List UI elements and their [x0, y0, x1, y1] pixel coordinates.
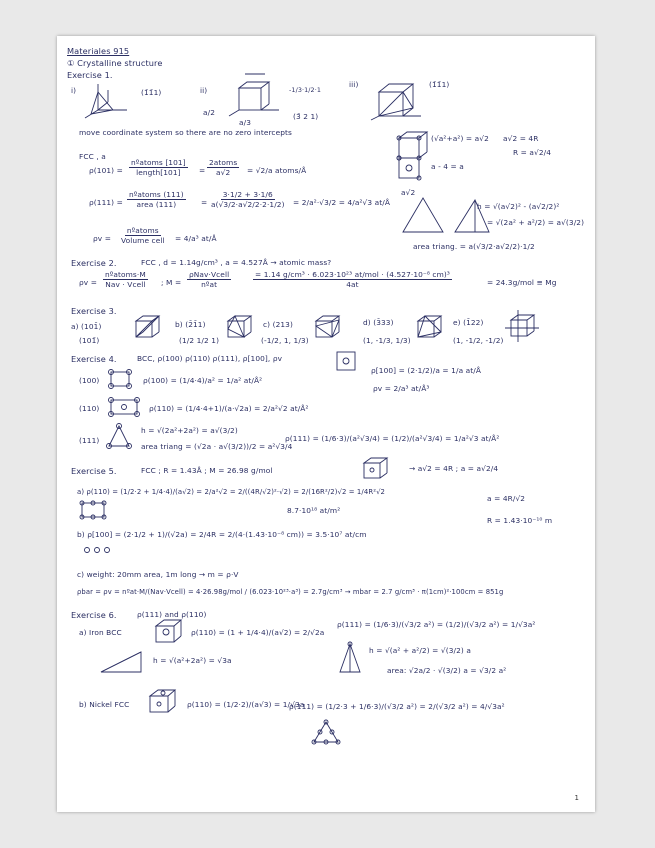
ex3-cube-a	[133, 314, 161, 340]
ex4-plane-111	[105, 422, 133, 450]
ex1-note: move coordinate system so there are no zero intercepts	[79, 128, 292, 137]
ex5-plane-110	[79, 500, 109, 522]
ex4-p111-label: (111)	[79, 436, 100, 445]
ex1-rhov-result: = 4/a³ at/Å	[175, 234, 217, 243]
ex1-rho101-d2: a√2	[216, 168, 231, 177]
exercise-5-heading: Exercise 5.	[71, 466, 117, 476]
ex4-p111-area: area triang = (√2a · a√(3/2))/2 = a²√3/4	[141, 442, 293, 451]
ex6-bcc-sketch	[153, 618, 183, 644]
ex3-a-label: a) (101̄)	[71, 322, 102, 331]
ex3-b-sub: (1/2 1/2 1)	[179, 336, 220, 345]
ex3-cube-c	[313, 314, 341, 340]
ex1-rho101-lhs: ρ(101) =	[89, 166, 123, 175]
exercise-2-heading: Exercise 2.	[71, 258, 117, 268]
ex6-part-a-label: a) Iron BCC	[79, 628, 122, 637]
ex1-eq-sign-1: =	[199, 166, 206, 175]
page-title: Materiales 915	[67, 46, 130, 56]
ex1-rhov-lhs: ρv =	[93, 234, 112, 243]
ex2-M-lhs: ; M =	[161, 278, 182, 287]
cube-sketch-ii	[227, 72, 283, 120]
fcc-face-sketch	[397, 156, 429, 182]
ex1-rho111-mid-den: a(√3/2·a√2/2·2·1/2)	[211, 200, 285, 209]
ex2-rho-num: nºatoms·M	[105, 270, 146, 279]
ex6-part-b-label: b) Nickel FCC	[79, 700, 130, 709]
ex3-d-label: d) (3̄33)	[363, 318, 394, 327]
section-heading: ① Crystalline structure	[67, 58, 163, 68]
ex1-rho111-den: area (111)	[136, 200, 177, 209]
ex1-label-a2: a/2	[203, 108, 216, 117]
ex1-side-eq4: a - 4 = a	[431, 162, 464, 171]
ex1-rho101-num: nºatoms [101]	[131, 158, 186, 167]
ex6-a-h: h = √(a²+2a²) = √3a	[153, 656, 232, 665]
ex6-fcc-sketch	[147, 688, 177, 714]
ex6-a-h2: h = √(a² + a²/2) = √(3/2) a	[369, 646, 471, 655]
ex1-side-eq1: (√a²+a²) = a√2	[431, 134, 489, 143]
ex2-rho-lhs: ρv =	[79, 278, 98, 287]
ex3-a-sub: (101̄)	[79, 336, 100, 345]
ex4-p111-eq: ρ(111) = (1/6·3)/(a²√3/4) = (1/2)/(a²√3/4) = 1/a²√3 at/Å²	[285, 434, 500, 443]
notebook-page	[57, 36, 595, 812]
ex2-M-den2: 4at	[346, 280, 359, 289]
ex5-given: FCC ; R = 1.43Å ; M = 26.98 g/mol	[141, 466, 273, 475]
ex2-rho-den: Nav · Vcell	[105, 280, 146, 289]
ex2-M-num: ρNav·Vcell	[189, 270, 230, 279]
ex1-rho111-lhs: ρ(111) =	[89, 198, 123, 207]
ex3-d-sub: (1, -1/3, 1/3)	[363, 336, 411, 345]
ex1-rho101-frac	[129, 158, 188, 177]
ex2-M-calc: = 1.14 g/cm³ · 6.023·10²³ at/mol · (4.527·10⁻⁸ cm)³	[255, 270, 450, 279]
ex2-given: FCC , d = 1.14g/cm³ , a = 4.527Å → atomic mass?	[141, 258, 332, 267]
ex1-rho111-mid: 3·1/2 + 3·1/6	[222, 190, 273, 199]
ex2-M-den: nºat	[201, 280, 218, 289]
ex2-rho-frac	[103, 270, 148, 289]
ex3-cube-e	[505, 310, 539, 342]
ex6-bcc-triangle	[337, 640, 363, 676]
ex5-fcc-sketch	[361, 456, 389, 480]
ex6-b-110: ρ(110) = (1/2·2)/(a√3) = 1/√3a	[187, 700, 305, 709]
ex2-M-frac	[187, 270, 231, 289]
ex4-p110-eq: ρ(110) = (1/4·4+1)/(a·√2a) = 2/a²√2 at/Å²	[149, 404, 309, 413]
ex1-rho101-result: = √2/a atoms/Å	[247, 166, 307, 175]
ex4-given: BCC, ρ(100) ρ(110) ρ(111), ρ[100], ρv	[137, 354, 283, 363]
ex5-part-a-result: 8.7·10¹⁸ at/m²	[287, 506, 341, 515]
ex1-part-ii: ii)	[200, 86, 208, 95]
ex4-p111-h: h = √(2a²+2a²) = a√(3/2)	[141, 426, 238, 435]
ex5-part-c-rho: ρbar = ρv = nºat·M/(Nav·Vcell) = 4·26.98g/mol / (6.023·10²³·a³) = 2.7g/cm³ → mbar = 2.7 g/cm³ · π(1cm)²·100cm = 851g	[77, 588, 504, 596]
ex4-p100-label: (100)	[79, 376, 100, 385]
ex5-part-b: b) ρ[100] = (2·1/2 + 1)/(√2a) = 2/4R = 2/(4·(1.43·10⁻⁸ cm)) = 3.5·10⁷ at/cm	[77, 530, 367, 539]
ex6-right-triangle	[97, 648, 147, 676]
ex1-side-area: area triang. = a(√3/2·a√2/2)·1/2	[413, 242, 535, 251]
ex6-fcc-triangle	[311, 718, 341, 746]
cube-sketch-iii	[369, 78, 427, 122]
ex4-p110-label: (110)	[79, 404, 100, 413]
ex5-a-rel2: a = 4R/√2	[487, 494, 526, 503]
ex1-eq-sign-2: =	[201, 198, 208, 207]
exercise-6-heading: Exercise 6.	[71, 610, 117, 620]
ex3-cube-b	[225, 314, 253, 340]
ex1-rhov-den: Volume cell	[121, 236, 165, 245]
ex1-rho111-num: nºatoms (111)	[129, 190, 184, 199]
ex1-rho111-mid-frac	[209, 190, 287, 209]
ex6-a-111: ρ(111) = (1/6·3)/(√3/2 a²) = (1/2)/(√3/2 a²) = 1/√3a²	[337, 620, 536, 629]
cube-sketch-i	[83, 82, 133, 122]
ex4-p100-eq: ρ(100) = (1/4·4)/a² = 1/a² at/Å²	[143, 376, 263, 385]
ex1-rhov-frac	[119, 226, 167, 245]
ex3-e-sub: (1, -1/2, -1/2)	[453, 336, 504, 345]
ex1-miller-iii: (1̄1̄1)	[429, 80, 450, 89]
ex5-part-a: a) ρ(110) = (1/2·2 + 1/4·4)/(a√2) = 2/a²√2 = 2/((4R/√2)²·√2) = 2/(16R²/2)√2 = 1/4R²√2	[77, 488, 386, 496]
ex1-rho111-result: = 2/a²·√3/2 = 4/a²√3 at/Å	[293, 198, 390, 207]
exercise-3-heading: Exercise 3.	[71, 306, 117, 316]
ex5-a-rel3: R = 1.43·10⁻¹⁰ m	[487, 516, 553, 525]
ex2-M-calc-frac	[253, 270, 452, 289]
ex3-c-label: c) (213)	[263, 320, 293, 329]
ex5-fcc-rel: → a√2 = 4R ; a = a√2/4	[409, 464, 499, 473]
exercise-4-heading: Exercise 4.	[71, 354, 117, 364]
ex6-a-110: ρ(110) = (1 + 1/4·4)/(a√2) = 2/√2a	[191, 628, 325, 637]
ex1-intercepts: -1/3·1/2·1	[289, 86, 322, 94]
ex4-plane-100	[107, 368, 135, 390]
ex1-side-label: a√2	[401, 188, 416, 197]
bcc-cell-sketch	[335, 350, 357, 372]
ex1-part-iii: iii)	[349, 80, 359, 89]
ex4-pv-eq: ρv = 2/a³ at/Å³	[373, 384, 430, 393]
ex6-given: ρ(111) and ρ(110)	[137, 610, 207, 619]
ex3-b-label: b) (2̄1̄1)	[175, 320, 206, 329]
ex1-side-h2: = √(2a² + a²/2) = a√(3/2)	[487, 218, 585, 227]
exercise-1-heading: Exercise 1.	[67, 70, 113, 80]
ex1-side-eq2: a√2 = 4R	[503, 134, 539, 143]
ex1-fcc: FCC , a	[79, 152, 106, 161]
ex3-e-label: e) (1̄22)	[453, 318, 484, 327]
ex6-b-111: ρ(111) = (1/2·3 + 1/6·3)/(√3/2 a²) = 2/(√3/2 a²) = 4/√3a²	[289, 702, 505, 711]
ex1-part-i: i)	[71, 86, 77, 95]
ex4-pdir-eq: ρ[100] = (2·1/2)/a = 1/a at/Å	[371, 366, 482, 375]
ex1-side-h: h = √(a√2)² - (a√2/2)²	[477, 202, 560, 211]
ex1-miller-ii: (3̄ 2 1)	[293, 112, 319, 121]
page-number: 1	[574, 794, 579, 802]
ex6-a-area: area: √2a/2 · √(3/2) a = √3/2 a²	[387, 666, 507, 675]
ex1-rho111-frac	[127, 190, 186, 209]
ex1-rho101-n2: 2atoms	[209, 158, 238, 167]
ex3-c-sub: (-1/2, 1, 1/3)	[261, 336, 309, 345]
ex1-miller-i: (1̄1̄1)	[141, 88, 162, 97]
ex5-row-atoms	[83, 544, 111, 556]
ex1-side-eq3: R = a√2/4	[513, 148, 552, 157]
ex1-rhov-num: nºatoms	[126, 226, 159, 235]
ex2-M-result: = 24.3g/mol ≡ Mg	[487, 278, 557, 287]
ex3-cube-d	[415, 314, 443, 340]
ex4-plane-110	[107, 396, 143, 418]
ex1-rho101-frac2	[207, 158, 239, 177]
ex5-part-c: c) weight: 20mm area, 1m long → m = ρ·V	[77, 570, 239, 579]
ex1-label-a3: a/3	[239, 118, 252, 127]
ex1-rho101-den: length[101]	[136, 168, 181, 177]
